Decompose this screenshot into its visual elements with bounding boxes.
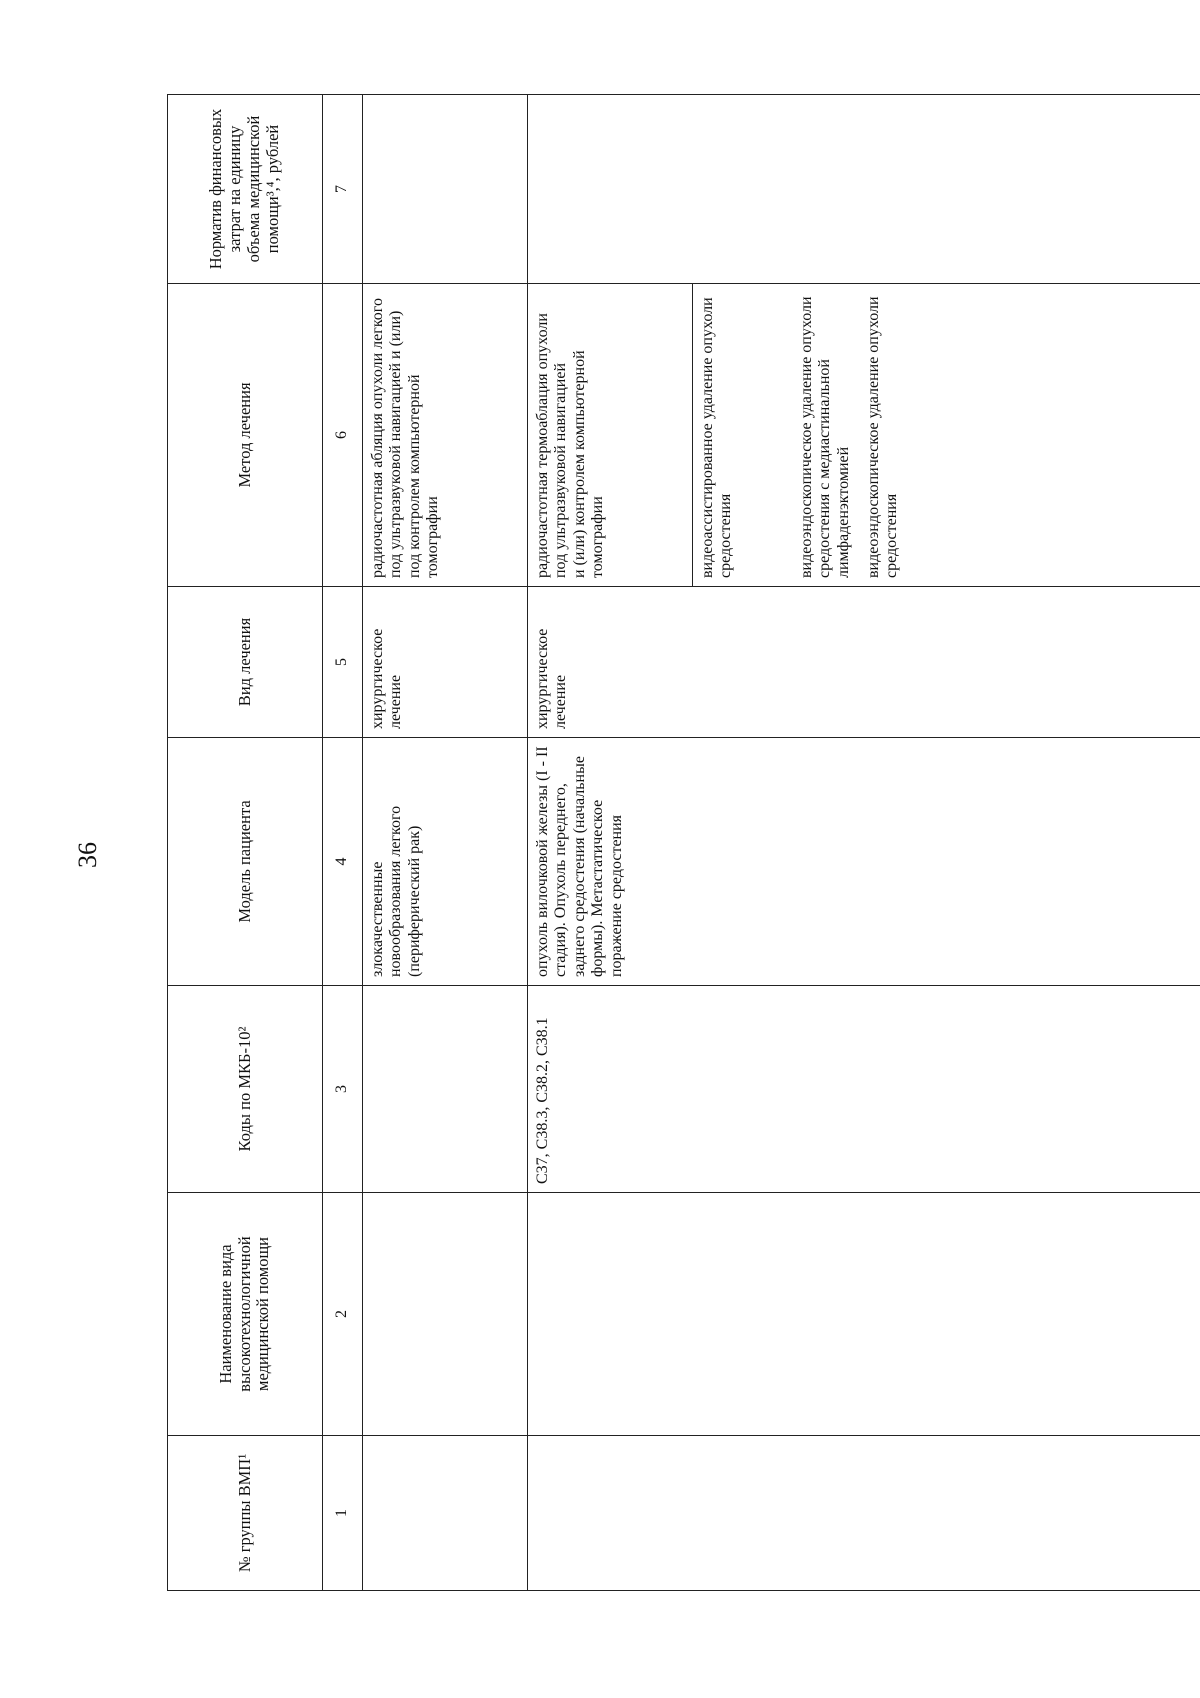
method-block-video bbox=[693, 284, 908, 586]
column-number: 3 bbox=[323, 986, 363, 1193]
method-text: видеоэндоскопическое удаление опухоли средостения с медиастинальной лимфаденэктомией bbox=[797, 296, 852, 578]
row1-cost-standard bbox=[363, 95, 528, 284]
row1-treatment-type: хирургическое лечение bbox=[363, 587, 528, 738]
column-number: 4 bbox=[323, 738, 363, 986]
header-cost-standard: Норматив финансовых затрат на единицу объема медицинской помощи³,⁴, рублей bbox=[168, 95, 323, 284]
row1-treatment-method: радиочастотная абляция опухоли легкого под ультразвуковой навигацией и (или) под контролем компьютерной томографии bbox=[363, 284, 528, 587]
row2-vmp-name bbox=[528, 1193, 1200, 1436]
header-patient-model: Модель пациента bbox=[168, 738, 323, 986]
column-number: 5 bbox=[323, 587, 363, 738]
header-vmp-name: Наименование вида высокотехнологичной медицинской помощи bbox=[168, 1193, 323, 1436]
table-row bbox=[363, 95, 528, 1591]
row2-treatment-type: хирургическое лечение bbox=[528, 587, 1200, 738]
row2-cost-standard bbox=[528, 95, 1200, 284]
column-number: 1 bbox=[323, 1436, 363, 1591]
row2-icd-codes: C37, C38.3, C38.2, C38.1 bbox=[528, 986, 1200, 1193]
row1-icd-codes bbox=[363, 986, 528, 1193]
row2-patient-model: опухоль вилочковой железы (I - II стадия). Опухоль переднего, заднего средостения (начальные формы). Метастатическое поражение средостения bbox=[528, 738, 1200, 986]
method-text: радиочастотная термоаблация опухоли под ультразвуковой навигацией bbox=[534, 313, 570, 578]
method-text: и (или) контролем компьютерной томографии bbox=[570, 350, 607, 578]
table-row bbox=[528, 95, 1200, 1591]
column-number-row bbox=[323, 95, 363, 1591]
header-treatment-method: Метод лечения bbox=[168, 284, 323, 587]
method-text: видеоэндоскопическое удаление опухоли средостения bbox=[864, 296, 901, 578]
header-group-number: № группы ВМП¹ bbox=[168, 1436, 323, 1591]
rotated-table-wrapper bbox=[167, 95, 1200, 1591]
method-block-thermoablation bbox=[528, 284, 693, 586]
row1-vmp-name bbox=[363, 1193, 528, 1436]
row2-treatment-method bbox=[528, 284, 1200, 587]
row2-group-number bbox=[528, 1436, 1200, 1591]
column-number: 2 bbox=[323, 1193, 363, 1436]
header-row bbox=[168, 95, 323, 1591]
row1-patient-model: злокачественные новообразования легкого (периферический рак) bbox=[363, 738, 528, 986]
column-number: 7 bbox=[323, 95, 363, 284]
method-text: видеоассистированное удаление опухоли средостения bbox=[699, 297, 735, 578]
row1-group-number bbox=[363, 1436, 528, 1591]
vmp-table bbox=[167, 94, 1200, 1591]
column-number: 6 bbox=[323, 284, 363, 587]
page-number: 36 bbox=[73, 842, 102, 868]
header-icd-codes: Коды по МКБ-10² bbox=[168, 986, 323, 1193]
header-treatment-type: Вид лечения bbox=[168, 587, 323, 738]
